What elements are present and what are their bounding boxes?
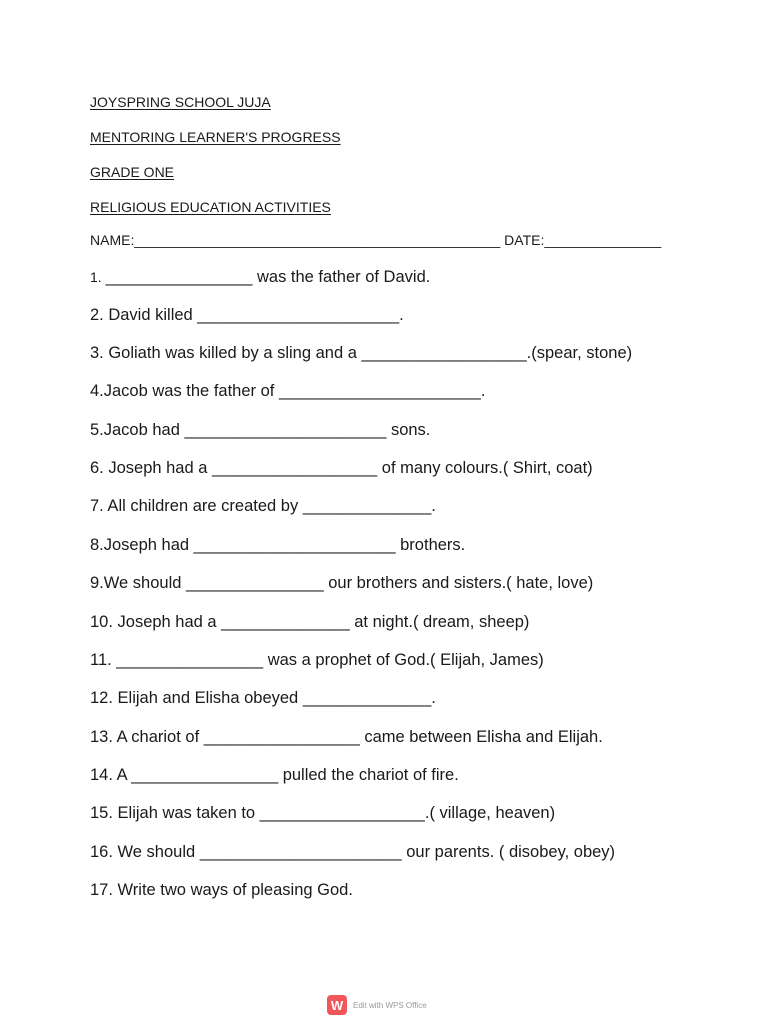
school-name: JOYSPRING SCHOOL JUJA [90,94,271,110]
question-3: 3. Goliath was killed by a sling and a __________________.(spear, stone) [90,344,633,362]
question-1 [90,268,430,287]
question-4: 4.Jacob was the father of ______________________. [90,382,486,400]
question-6: 6. Joseph had a __________________ of many colours.( Shirt, coat) [90,459,593,477]
name-date-line: NAME:_______________________________________________ DATE:_______________ [90,232,662,248]
question-16: 16. We should ______________________ our parents. ( disobey, obey) [90,843,616,861]
question-2: 2. David killed ______________________. [90,306,404,324]
question-15: 15. Elijah was taken to __________________.( village, heaven) [90,804,556,822]
question-10: 10. Joseph had a ______________ at night.( dream, sheep) [90,613,530,631]
question-13: 13. A chariot of _________________ came between Elisha and Elijah. [90,728,603,746]
question-11: 11. ________________ was a prophet of God.( Elijah, James) [90,651,544,669]
wps-edit-text: Edit with WPS Office [353,1000,427,1010]
question-17: 17. Write two ways of pleasing God. [90,881,353,899]
grade-label: GRADE ONE [90,164,175,180]
question-7: 7. All children are created by ______________. [90,497,436,515]
question-9: 9.We should _______________ our brothers and sisters.( hate, love) [90,574,594,592]
subject-label: RELIGIOUS EDUCATION ACTIVITIES [90,199,331,215]
wps-logo-icon: W [327,995,347,1015]
document-title: MENTORING LEARNER'S PROGRESS [90,129,341,145]
wps-edit-badge[interactable] [327,994,427,1016]
question-8: 8.Joseph had ______________________ brothers. [90,536,466,554]
question-text: ________________ was the father of David. [105,268,431,286]
question-number: 1. [90,269,106,285]
question-12: 12. Elijah and Elisha obeyed ______________. [90,689,436,707]
question-5: 5.Jacob had ______________________ sons. [90,421,431,439]
question-14: 14. A ________________ pulled the chariot of fire. [90,766,459,784]
